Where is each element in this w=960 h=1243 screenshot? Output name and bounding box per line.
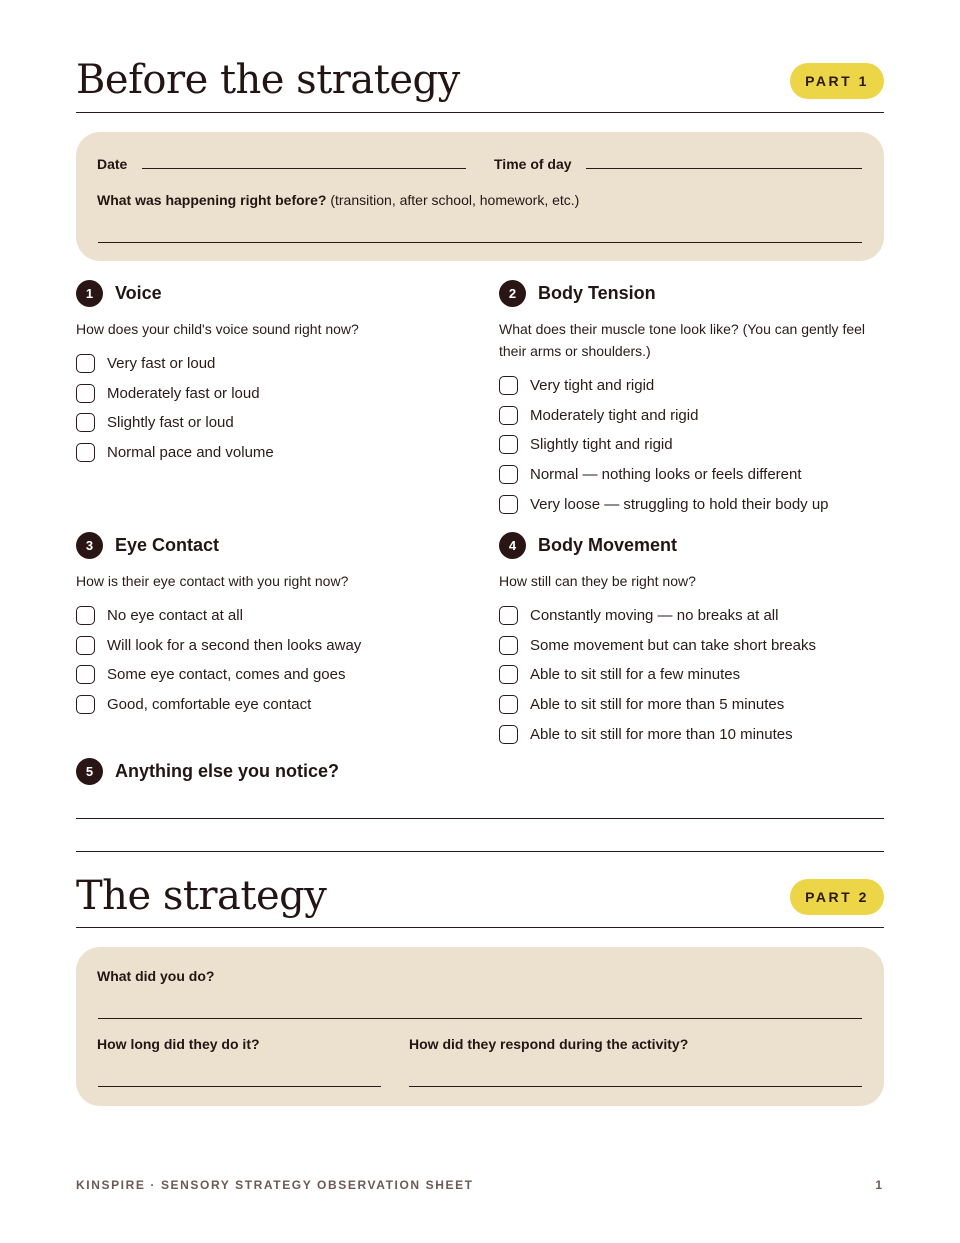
option-list bbox=[499, 371, 884, 519]
part1-header bbox=[76, 57, 884, 113]
checkbox[interactable] bbox=[76, 695, 95, 714]
option-item[interactable] bbox=[76, 349, 476, 379]
part1-badge: PART 1 bbox=[790, 63, 884, 99]
option-item[interactable] bbox=[499, 489, 884, 519]
checkbox[interactable] bbox=[499, 435, 518, 454]
option-item[interactable] bbox=[499, 601, 884, 631]
question-body-tension bbox=[499, 280, 884, 519]
option-label: Some eye contact, comes and goes bbox=[107, 666, 346, 684]
checkbox[interactable] bbox=[76, 413, 95, 432]
time-of-day-field[interactable] bbox=[586, 168, 862, 169]
option-item[interactable] bbox=[499, 401, 884, 431]
checkbox[interactable] bbox=[76, 443, 95, 462]
question-title: Voice bbox=[115, 282, 162, 303]
part2-badge: PART 2 bbox=[790, 879, 884, 915]
checkbox[interactable] bbox=[76, 384, 95, 403]
option-list bbox=[76, 601, 476, 719]
date-label: Date bbox=[97, 156, 128, 172]
option-label: Moderately tight and rigid bbox=[530, 406, 699, 424]
question-prompt: How still can they be right now? bbox=[499, 573, 696, 589]
response-label: How did they respond during the activity? bbox=[409, 1036, 689, 1052]
option-label: Able to sit still for a few minutes bbox=[530, 666, 741, 684]
option-label: Good, comfortable eye contact bbox=[107, 696, 312, 714]
context-panel bbox=[76, 132, 884, 261]
how-long-field[interactable] bbox=[98, 1086, 381, 1087]
option-label: Some movement but can take short breaks bbox=[530, 636, 816, 654]
option-item[interactable] bbox=[76, 601, 476, 631]
section-divider bbox=[76, 851, 884, 852]
option-label: Able to sit still for more than 5 minutes bbox=[530, 696, 785, 714]
checkbox[interactable] bbox=[499, 495, 518, 514]
option-label: Normal pace and volume bbox=[107, 444, 274, 462]
option-item[interactable] bbox=[76, 438, 476, 468]
option-label: Normal — nothing looks or feels different bbox=[530, 466, 802, 484]
question-title: Body Tension bbox=[538, 282, 656, 303]
option-item[interactable] bbox=[76, 631, 476, 661]
option-label: Very tight and rigid bbox=[530, 377, 655, 395]
option-label: Very loose — struggling to hold their body up bbox=[530, 495, 829, 513]
part2-header bbox=[76, 873, 884, 928]
checkbox[interactable] bbox=[499, 725, 518, 744]
option-list bbox=[76, 349, 476, 467]
option-item[interactable] bbox=[499, 371, 884, 401]
question-title: Eye Contact bbox=[115, 534, 220, 555]
checkbox[interactable] bbox=[76, 665, 95, 684]
happening-question: What was happening right before? bbox=[97, 192, 327, 208]
part1-title: Before the strategy bbox=[76, 57, 460, 103]
option-item[interactable] bbox=[76, 379, 476, 409]
happening-label bbox=[97, 192, 579, 208]
question-eye-contact bbox=[76, 532, 476, 719]
checkbox[interactable] bbox=[499, 376, 518, 395]
question-number: 1 bbox=[76, 280, 103, 307]
checkbox[interactable] bbox=[499, 406, 518, 425]
time-of-day-label: Time of day bbox=[494, 156, 572, 172]
question-prompt: How is their eye contact with you right now? bbox=[76, 573, 349, 589]
question-anything-else bbox=[76, 758, 884, 784]
option-label: Able to sit still for more than 10 minutes bbox=[530, 725, 793, 743]
option-label: Slightly tight and rigid bbox=[530, 436, 673, 454]
anything-else-answer-line[interactable] bbox=[76, 818, 884, 819]
page-number: 1 bbox=[875, 1178, 882, 1192]
question-number: 3 bbox=[76, 532, 103, 559]
option-item[interactable] bbox=[499, 660, 884, 690]
how-long-label: How long did they do it? bbox=[97, 1036, 260, 1052]
checkbox[interactable] bbox=[499, 636, 518, 655]
question-body-movement bbox=[499, 532, 884, 749]
response-field[interactable] bbox=[409, 1086, 862, 1087]
question-title: Anything else you notice? bbox=[115, 760, 340, 781]
part2-title: The strategy bbox=[76, 873, 327, 919]
what-did-you-do-label: What did you do? bbox=[97, 968, 215, 984]
option-label: Slightly fast or loud bbox=[107, 414, 234, 432]
question-voice bbox=[76, 280, 476, 467]
option-label: No eye contact at all bbox=[107, 607, 243, 625]
option-item[interactable] bbox=[499, 430, 884, 460]
option-list bbox=[499, 601, 884, 749]
happening-field[interactable] bbox=[98, 242, 862, 243]
option-item[interactable] bbox=[499, 460, 884, 490]
checkbox[interactable] bbox=[76, 354, 95, 373]
checkbox[interactable] bbox=[499, 465, 518, 484]
checkbox[interactable] bbox=[76, 636, 95, 655]
checkbox[interactable] bbox=[499, 695, 518, 714]
checkbox[interactable] bbox=[499, 606, 518, 625]
footer-brand: KINSPIRE · SENSORY STRATEGY OBSERVATION SHEET bbox=[76, 1178, 474, 1192]
option-label: Will look for a second then looks away bbox=[107, 636, 362, 654]
date-field[interactable] bbox=[142, 168, 466, 169]
option-item[interactable] bbox=[76, 660, 476, 690]
strategy-panel bbox=[76, 947, 884, 1106]
question-title: Body Movement bbox=[538, 534, 678, 555]
option-item[interactable] bbox=[499, 719, 884, 749]
checkbox[interactable] bbox=[499, 665, 518, 684]
question-number: 5 bbox=[76, 758, 103, 785]
option-item[interactable] bbox=[76, 690, 476, 720]
happening-note: (transition, after school, homework, etc.) bbox=[330, 192, 580, 208]
what-did-you-do-field[interactable] bbox=[98, 1018, 862, 1019]
option-label: Moderately fast or loud bbox=[107, 384, 260, 402]
option-item[interactable] bbox=[499, 631, 884, 661]
question-prompt: How does your child's voice sound right now? bbox=[76, 321, 359, 337]
question-number: 4 bbox=[499, 532, 526, 559]
question-prompt: What does their muscle tone look like? (You can gently feel their arms or shoulders.) bbox=[499, 321, 866, 359]
option-item[interactable] bbox=[76, 408, 476, 438]
option-label: Constantly moving — no breaks at all bbox=[530, 607, 779, 625]
option-item[interactable] bbox=[499, 690, 884, 720]
question-number: 2 bbox=[499, 280, 526, 307]
option-label: Very fast or loud bbox=[107, 355, 216, 373]
checkbox[interactable] bbox=[76, 606, 95, 625]
